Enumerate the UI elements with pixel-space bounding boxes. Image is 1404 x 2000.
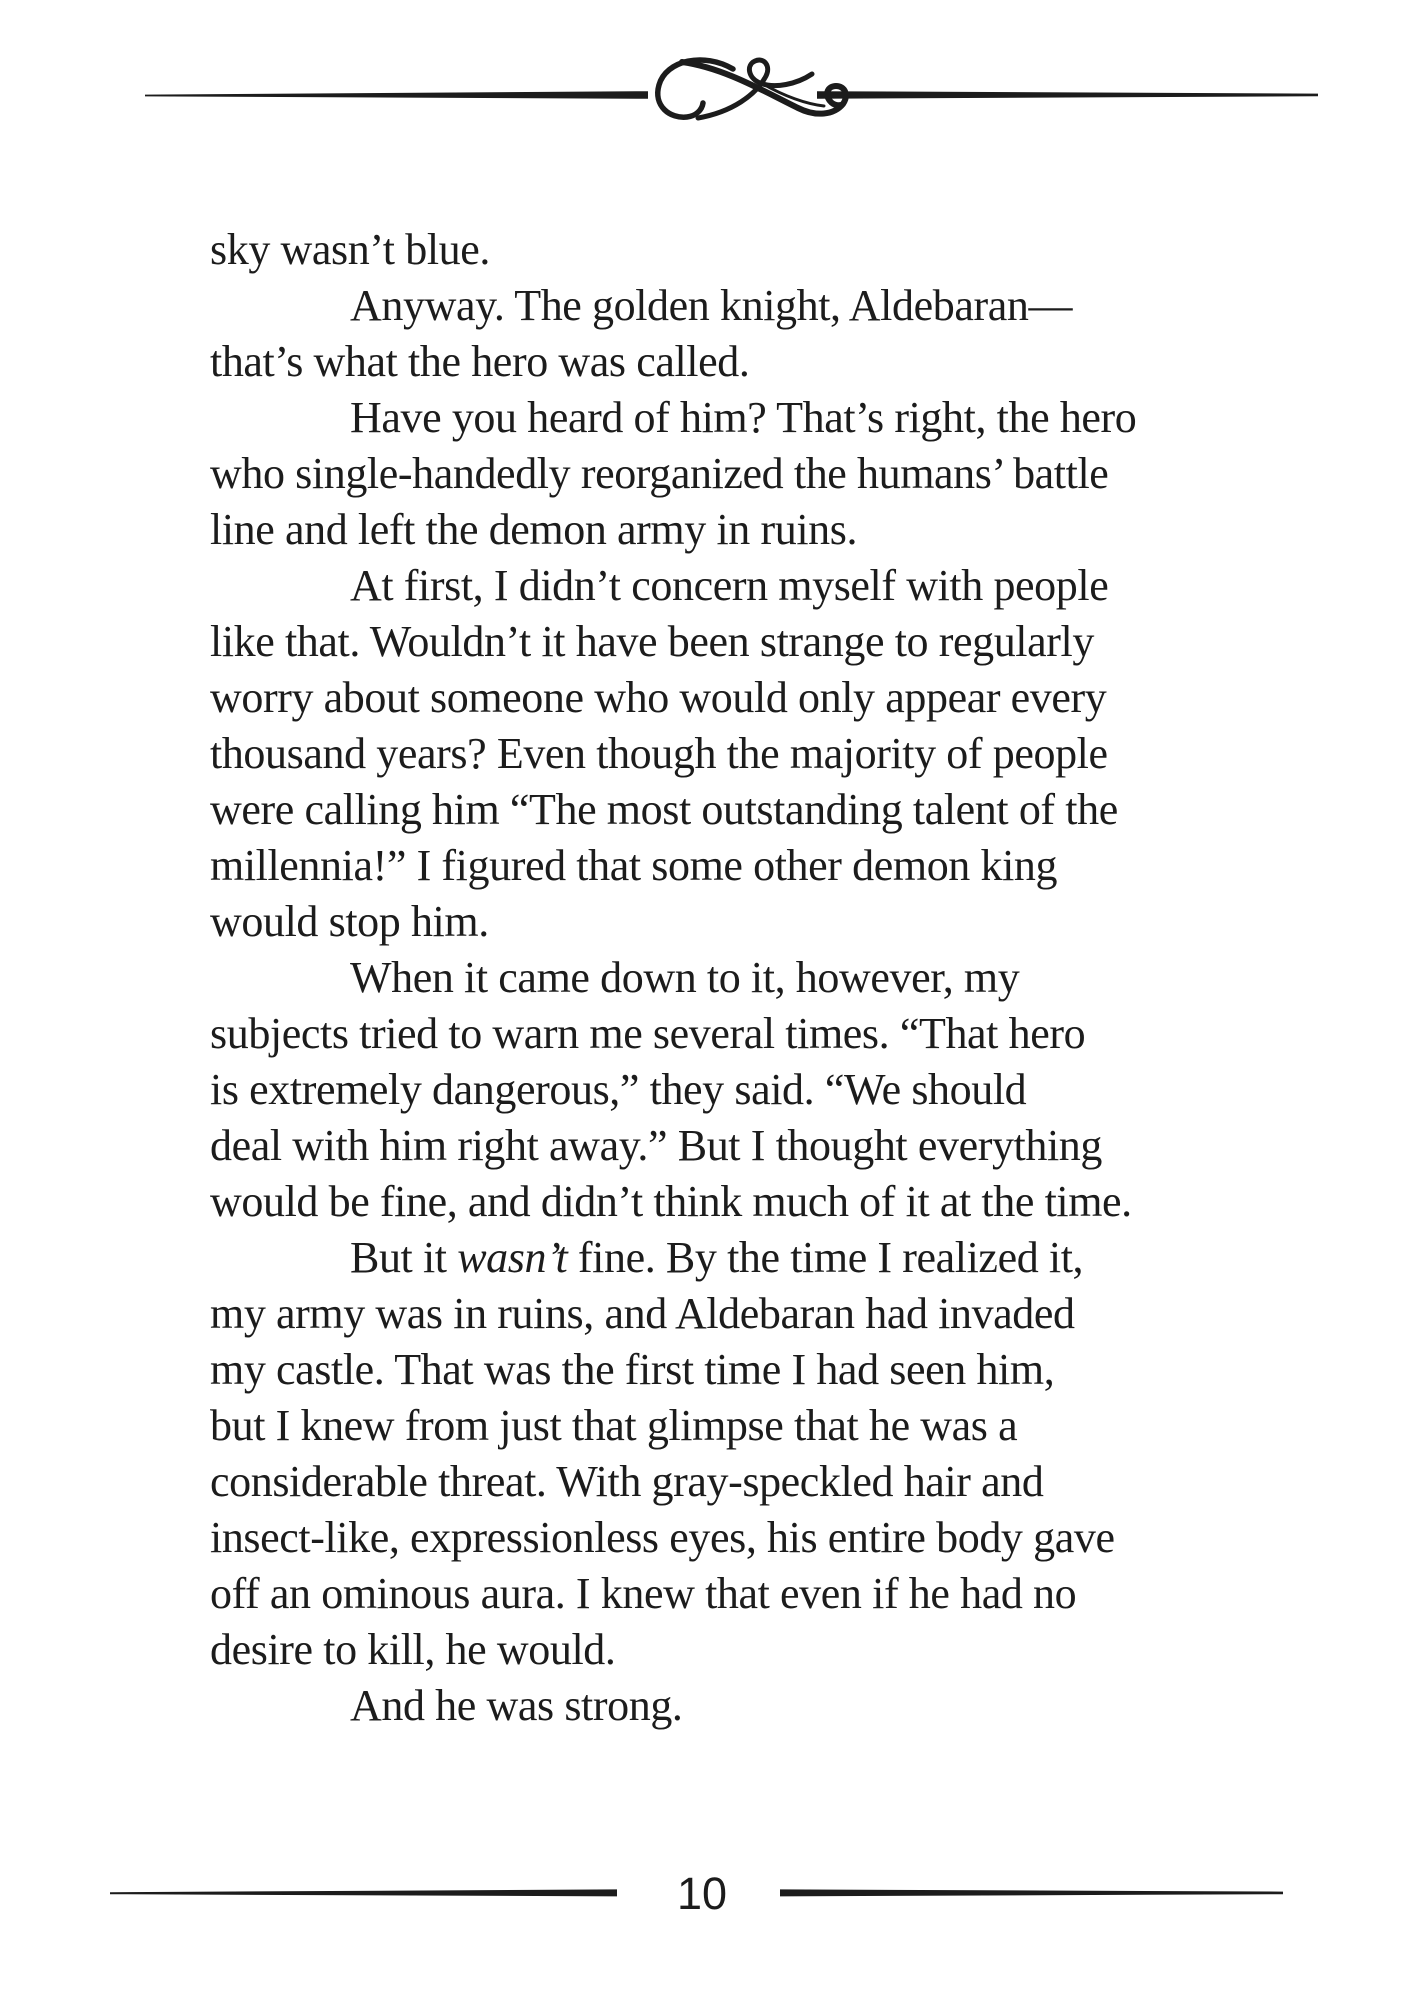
text-line	[210, 614, 1230, 670]
text-line	[210, 1006, 1230, 1062]
text-segment: insect-like, expressionless eyes, his entire body gave	[210, 1513, 1115, 1562]
text-line	[210, 1230, 1230, 1286]
text-segment: line and left the demon army in ruins.	[210, 505, 858, 554]
top-rule-right	[817, 91, 1318, 99]
text-segment: sky wasn’t blue.	[210, 225, 490, 274]
text-line	[210, 1174, 1230, 1230]
text-line	[210, 894, 1230, 950]
text-segment: considerable threat. With gray-speckled hair and	[210, 1457, 1044, 1506]
text-segment: is extremely dangerous,” they said. “We should	[210, 1065, 1027, 1114]
text-segment: When it came down to it, however, my	[350, 953, 1020, 1002]
text-line	[210, 558, 1230, 614]
italic-text-segment: wasn’t	[457, 1233, 568, 1282]
text-segment: would stop him.	[210, 897, 489, 946]
text-line	[210, 1286, 1230, 1342]
text-segment: But it	[350, 1233, 458, 1282]
text-line	[210, 1398, 1230, 1454]
text-line	[210, 726, 1230, 782]
text-segment: my army was in ruins, and Aldebaran had invaded	[210, 1289, 1075, 1338]
text-segment: my castle. That was the first time I had seen him,	[210, 1345, 1055, 1394]
text-segment: thousand years? Even though the majority of people	[210, 729, 1108, 778]
text-segment: who single-handedly reorganized the humans’ battle	[210, 449, 1109, 498]
text-segment: At first, I didn’t concern myself with people	[350, 561, 1109, 610]
text-line	[210, 278, 1230, 334]
text-segment: Have you heard of him? That’s right, the hero	[350, 393, 1137, 442]
text-line	[210, 1454, 1230, 1510]
text-line	[210, 950, 1230, 1006]
top-rule-left	[145, 91, 648, 99]
text-line	[210, 1342, 1230, 1398]
text-segment: worry about someone who would only appear every	[210, 673, 1107, 722]
text-segment: Anyway. The golden knight, Aldebaran—	[350, 281, 1073, 330]
text-segment: but I knew from just that glimpse that he was a	[210, 1401, 1018, 1450]
flourish-left-loop	[658, 60, 733, 117]
text-segment: would be fine, and didn’t think much of it at the time.	[210, 1177, 1132, 1226]
text-line	[210, 1622, 1230, 1678]
text-line	[210, 390, 1230, 446]
text-line	[210, 1510, 1230, 1566]
text-line	[210, 502, 1230, 558]
text-segment: were calling him “The most outstanding talent of the	[210, 785, 1118, 834]
text-line	[210, 222, 1230, 278]
calligraphic-flourish-icon	[658, 60, 846, 118]
text-segment: desire to kill, he would.	[210, 1625, 616, 1674]
text-segment: fine. By the time I realized it,	[567, 1233, 1084, 1282]
text-segment: that’s what the hero was called.	[210, 337, 750, 386]
text-line	[210, 1118, 1230, 1174]
text-segment: subjects tried to warn me several times. “That hero	[210, 1009, 1086, 1058]
text-line	[210, 1062, 1230, 1118]
top-divider-ornament	[0, 0, 1404, 160]
text-segment: millennia!” I figured that some other demon king	[210, 841, 1058, 890]
text-segment: deal with him right away.” But I thought everything	[210, 1121, 1102, 1170]
text-segment: off an ominous aura. I knew that even if he had no	[210, 1569, 1077, 1618]
text-line	[210, 670, 1230, 726]
body-text	[210, 222, 1230, 1734]
page-number: 10	[676, 1868, 728, 1919]
text-line	[210, 334, 1230, 390]
text-line	[210, 446, 1230, 502]
text-segment: And he was strong.	[350, 1681, 683, 1730]
text-line	[210, 782, 1230, 838]
text-segment: like that. Wouldn’t it have been strange to regularly	[210, 617, 1094, 666]
text-line	[210, 1566, 1230, 1622]
text-line	[210, 1678, 1230, 1734]
text-line	[210, 838, 1230, 894]
